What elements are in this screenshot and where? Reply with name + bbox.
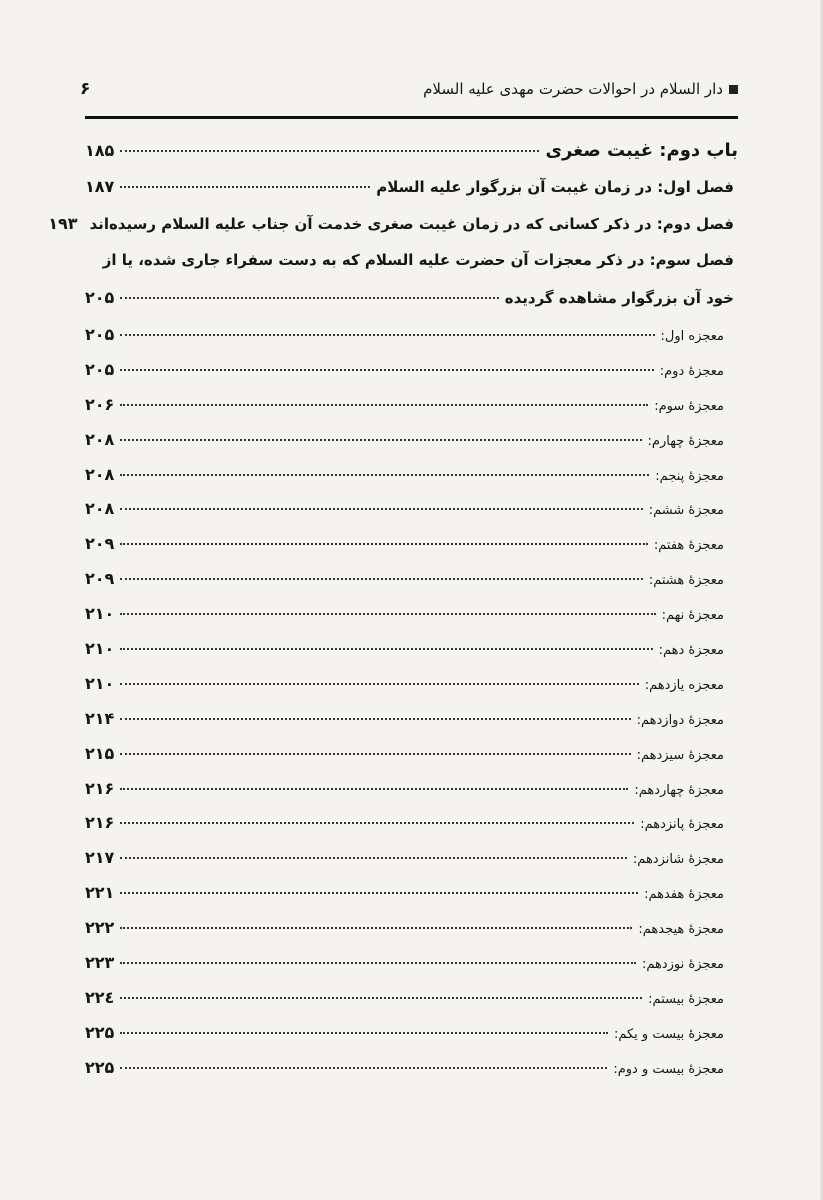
toc-section-3-line-2[interactable] — [85, 288, 738, 325]
toc-section-title: فصل سوم: در ذکر معجزات آن حضرت عليه السلام که به دست سفراء جاری شده، یا از — [102, 251, 734, 269]
toc-item-title: معجزهٔ دوازدهم: — [636, 712, 724, 728]
leader-dots — [120, 474, 649, 476]
toc-chapter[interactable] — [85, 140, 738, 177]
leader-dots — [120, 683, 638, 685]
toc-item-title: معجزهٔ سیزدهم: — [636, 747, 724, 763]
leader-dots — [120, 1067, 607, 1069]
toc-item-page: ۲۰۸ — [85, 464, 115, 484]
page-header — [80, 74, 738, 104]
toc-item-page: ۲۱۷ — [85, 848, 115, 868]
toc-item-title: معجزهٔ هفتم: — [653, 538, 724, 554]
toc-item[interactable] — [85, 465, 738, 500]
toc-item-title: معجزهٔ ششم: — [648, 503, 724, 519]
toc-section-page: ۲۰۵ — [85, 288, 115, 307]
toc-item-title: معجزهٔ دوم: — [659, 363, 724, 379]
toc-item-title: معجزهٔ هفدهم: — [644, 887, 724, 903]
bullet-icon — [729, 85, 738, 94]
toc-item-page: ۲۲۲ — [85, 918, 115, 938]
leader-dots — [120, 997, 642, 999]
toc-item-title: معجزهٔ بیست و یکم: — [613, 1026, 724, 1042]
toc-item-title: معجزه اول: — [660, 329, 724, 344]
page-number: ۶ — [80, 79, 91, 99]
leader-dots — [120, 578, 643, 580]
leader-dots — [120, 369, 653, 371]
toc-item-page: ۲۱۶ — [85, 778, 115, 798]
toc-item-page: ۲۲٤ — [85, 987, 115, 1007]
toc-chapter-title: باب دوم: غیبت صغری — [545, 140, 738, 161]
table-of-contents — [48, 140, 738, 1093]
toc-item[interactable] — [85, 779, 738, 814]
header-rule — [85, 116, 738, 119]
leader-dots — [120, 753, 630, 755]
toc-item[interactable] — [85, 395, 738, 430]
toc-item-page: ۲۰۵ — [85, 359, 115, 379]
toc-item-page: ۲۱۴ — [85, 708, 115, 728]
toc-item-page: ۲۰۹ — [85, 534, 115, 554]
leader-dots — [120, 543, 648, 545]
toc-section-page: ۱۹۳ — [48, 214, 78, 233]
toc-item-title: معجزهٔ نوزدهم: — [641, 957, 724, 973]
toc-item[interactable] — [85, 883, 738, 918]
toc-item-page: ۲۱۵ — [85, 743, 115, 763]
toc-section-title: فصل دوم: در ذکر کسانی که در زمان غیبت صغری خدمت آن جناب عليه السلام رسیده‌اند — [89, 215, 734, 233]
toc-section[interactable] — [48, 214, 738, 251]
toc-item-page: ۲۲۵ — [85, 1057, 115, 1077]
toc-item-title: معجزهٔ نهم: — [661, 608, 724, 624]
toc-item[interactable] — [85, 360, 738, 395]
toc-item-page: ۲۲۵ — [85, 1022, 115, 1042]
leader-dots — [120, 439, 641, 441]
toc-section[interactable] — [85, 177, 738, 214]
toc-section-title-continued: خود آن بزرگوار مشاهده گردیده — [504, 289, 734, 307]
toc-item-title: معجزهٔ سوم: — [654, 398, 724, 414]
toc-item-page: ۲۰۵ — [85, 325, 115, 344]
toc-item[interactable] — [85, 918, 738, 953]
leader-dots — [120, 404, 648, 406]
leader-dots — [120, 150, 539, 152]
toc-item[interactable] — [85, 674, 738, 709]
toc-item[interactable] — [85, 1023, 738, 1058]
toc-item-page: ۲۱۶ — [85, 813, 115, 833]
toc-item-title: معجزهٔ بیستم: — [648, 991, 724, 1007]
toc-item[interactable] — [85, 534, 738, 569]
toc-item[interactable] — [85, 988, 738, 1023]
toc-item[interactable] — [85, 639, 738, 674]
toc-item-title: معجزهٔ بیست و دوم: — [613, 1061, 724, 1077]
running-title-text: دار السلام در احوالات حضرت مهدی عليه السلام — [423, 80, 723, 98]
leader-dots — [120, 927, 632, 929]
toc-item-page: ۲۰۶ — [85, 394, 115, 414]
toc-item-page: ۲۰۸ — [85, 429, 115, 449]
leader-dots — [120, 718, 630, 720]
toc-item[interactable] — [85, 499, 738, 534]
toc-item-title: معجزهٔ دهم: — [658, 643, 724, 659]
leader-dots — [120, 1032, 608, 1034]
toc-item-title: معجزه یازدهم: — [644, 677, 724, 693]
toc-item[interactable] — [85, 604, 738, 639]
toc-item[interactable] — [85, 325, 738, 360]
toc-item-page: ۲۱۰ — [85, 604, 115, 624]
toc-item[interactable] — [85, 430, 738, 465]
toc-item-page: ۲۰۹ — [85, 569, 115, 589]
toc-item-title: معجزهٔ پانزدهم: — [640, 817, 724, 833]
toc-item-title: معجزهٔ چهاردهم: — [634, 782, 724, 798]
toc-item-title: معجزهٔ هیجدهم: — [638, 922, 724, 938]
toc-section-page: ۱۸۷ — [85, 177, 115, 196]
toc-item-title: معجزهٔ پنجم: — [655, 468, 724, 484]
toc-item-title: معجزهٔ هشتم: — [648, 573, 724, 589]
leader-dots — [120, 648, 652, 650]
toc-item[interactable] — [85, 848, 738, 883]
toc-item-page: ۲۱۰ — [85, 639, 115, 659]
toc-item[interactable] — [85, 813, 738, 848]
toc-item-page: ۲۲۱ — [85, 883, 115, 903]
leader-dots — [120, 613, 655, 615]
toc-item[interactable] — [85, 744, 738, 779]
toc-item[interactable] — [85, 953, 738, 988]
leader-dots — [120, 788, 628, 790]
toc-item[interactable] — [85, 569, 738, 604]
toc-chapter-page: ۱۸۵ — [85, 141, 115, 160]
toc-item-title: معجزهٔ چهارم: — [647, 433, 724, 449]
leader-dots — [120, 297, 498, 299]
toc-item-page: ۲۰۸ — [85, 499, 115, 519]
page-edge — [819, 0, 823, 1200]
toc-item-page: ۲۱۰ — [85, 673, 115, 693]
toc-item[interactable] — [85, 709, 738, 744]
toc-item[interactable] — [85, 1058, 738, 1093]
toc-section-title: فصل اول: در زمان غیبت آن بزرگوار عليه السلام — [376, 178, 734, 196]
leader-dots — [120, 857, 627, 859]
leader-dots — [120, 508, 642, 510]
leader-dots — [120, 822, 634, 824]
leader-dots — [120, 334, 654, 336]
toc-item-page: ۲۲۳ — [85, 953, 115, 973]
toc-section-3-line-1[interactable] — [85, 251, 738, 288]
toc-item-title: معجزهٔ شانزدهم: — [632, 852, 724, 868]
leader-dots — [120, 962, 636, 964]
running-title — [423, 80, 738, 98]
leader-dots — [120, 186, 370, 188]
leader-dots — [120, 892, 638, 894]
miracle-list — [85, 325, 738, 1093]
